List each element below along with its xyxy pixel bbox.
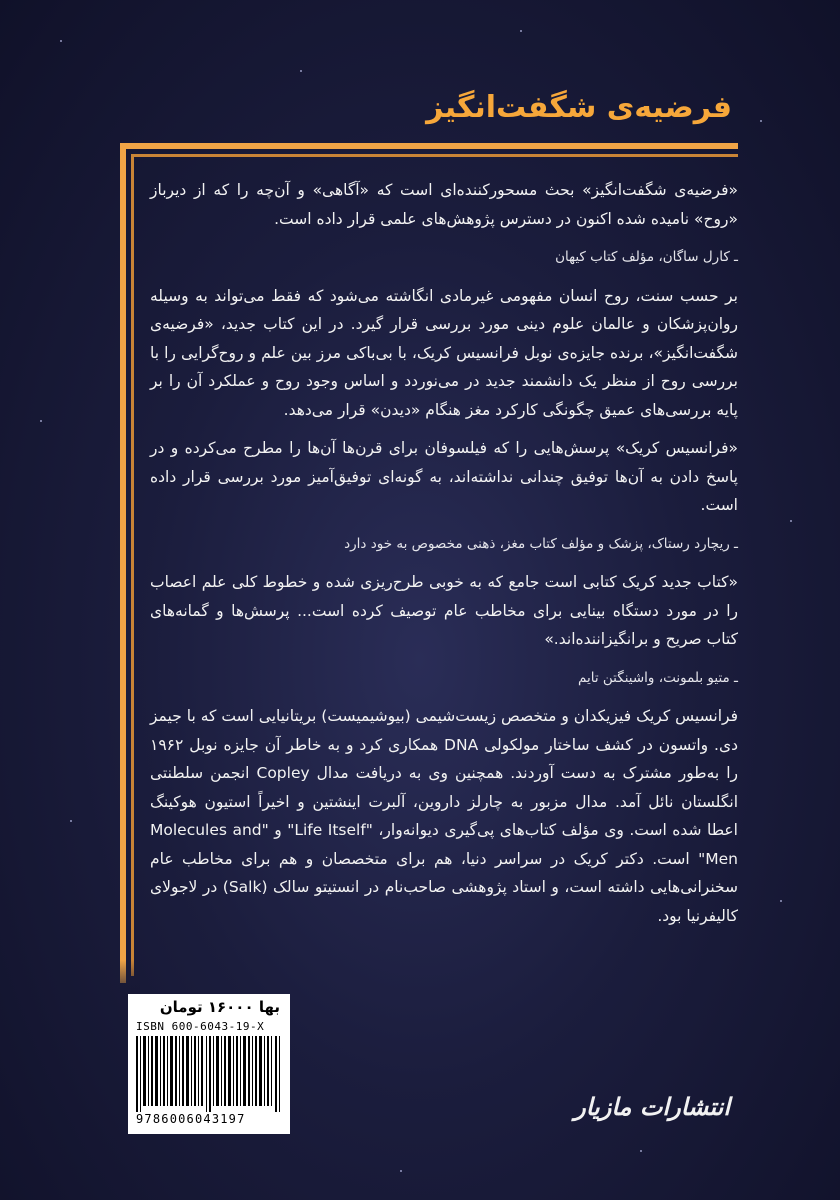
quote-attribution: ـ متیو بلمونت، واشینگتن تایم — [578, 669, 738, 686]
quote-paragraph: «فرضیه‌ی شگفت‌انگیز» بحث مسحورکننده‌ای است که «آگاهی» و آن‌چه را که از دیرباز «روح» نامیده شده اکنون در دسترس پژوهش‌های علمی قرار داده است. — [150, 181, 738, 228]
frame-inner-top — [131, 154, 738, 157]
quote-paragraph: «کتاب جدید کریک کتابی است جامع که به خوبی طرح‌ریزی شده و خطوط کلی علم اعصاب را در مورد دستگاه بینایی برای مخاطب عام توصیف کرده است... پرسش‌ها و گمانه‌های کتاب صریح و برانگیزاننده‌اند.» — [150, 573, 738, 648]
frame-border-top — [120, 143, 738, 149]
description-paragraph: بر حسب سنت، روح انسان مفهومی غیرمادی انگاشته می‌شود که فقط می‌تواند به وسیله روان‌پزشکان و عالمان علوم دینی مورد بررسی قرار گیرد. در این کتاب جدید، «فرضیه‌ی شگفت‌انگیز»، برنده جایزه‌ی نوبل فرانسیس کریک، با بی‌باکی مرز بین علم و روح‌گرایی را با بررسی روح از منظر یک دانشمند جدید در می‌نوردد و اساس وجود روح و عملکرد آن را بر پایه بررسی‌های عمیق چگونگی کارکرد مغز هنگام «دیدن» قرار می‌دهد. — [150, 286, 738, 419]
quote-attribution: ـ ریچارد رستاک، پزشک و مؤلف کتاب مغز، ذهنی مخصوص به خود دارد — [344, 535, 738, 552]
quote-paragraph: «فرانسیس کریک» پرسش‌هایی را که فیلسوفان برای قرن‌ها آن‌ها را مطرح می‌کرده و در پاسخ دادن به آن‌ها توفیق چندانی نداشته‌اند، به گونه‌ای توفیق‌آمیز مورد بررسی قرار داده است. — [150, 439, 738, 514]
frame-border-left — [120, 143, 126, 983]
book-title: فرضیه‌ی شگفت‌انگیز — [426, 90, 732, 125]
author-bio-paragraph: فرانسیس کریک فیزیکدان و متخصص زیست‌شیمی (بیوشیمیست) بریتانیایی است که با جیمز دی. واتسون در کشف ساختار مولکولی DNA همکاری کرد و به خاطر آن جایزه نوبل ۱۹۶۲ را به‌طور مشترک به دست آوردند. همچنین وی به دریافت مدال Copley انجمن سلطنتی انگلستان نائل آمد. مدال مزبور به چارلز داروین، آلبرت اینشتین و اخیراً استیون هوکینگ اعطا شده است. وی مؤلف کتاب‌های پی‌گیری دیوانه‌وار، "Life Itself" و "Molecules and Men" است. دکتر کریک در سراسر دنیا، هم برای متخصصان و هم برای مخاطب عام سخنرانی‌هایی داشته است، و استاد پژوهشی صاحب‌نام در انستیتو سالک (Salk) در لاجولای کالیفرنیا بود. — [150, 707, 738, 925]
barcode-icon — [136, 1036, 282, 1112]
price-text: بها ۱۶۰۰۰ تومان — [159, 998, 280, 1016]
isbn-text: ISBN 600-6043-19-X — [136, 1020, 265, 1033]
barcode-label — [128, 994, 290, 1134]
publisher-logo: انتشارات مازیار — [574, 1092, 730, 1121]
back-cover-text — [150, 176, 738, 940]
frame-inner-left — [131, 154, 134, 976]
barcode-digits: 9786006043197 — [136, 1112, 246, 1126]
quote-attribution: ـ کارل ساگان، مؤلف کتاب کیهان — [555, 249, 738, 265]
